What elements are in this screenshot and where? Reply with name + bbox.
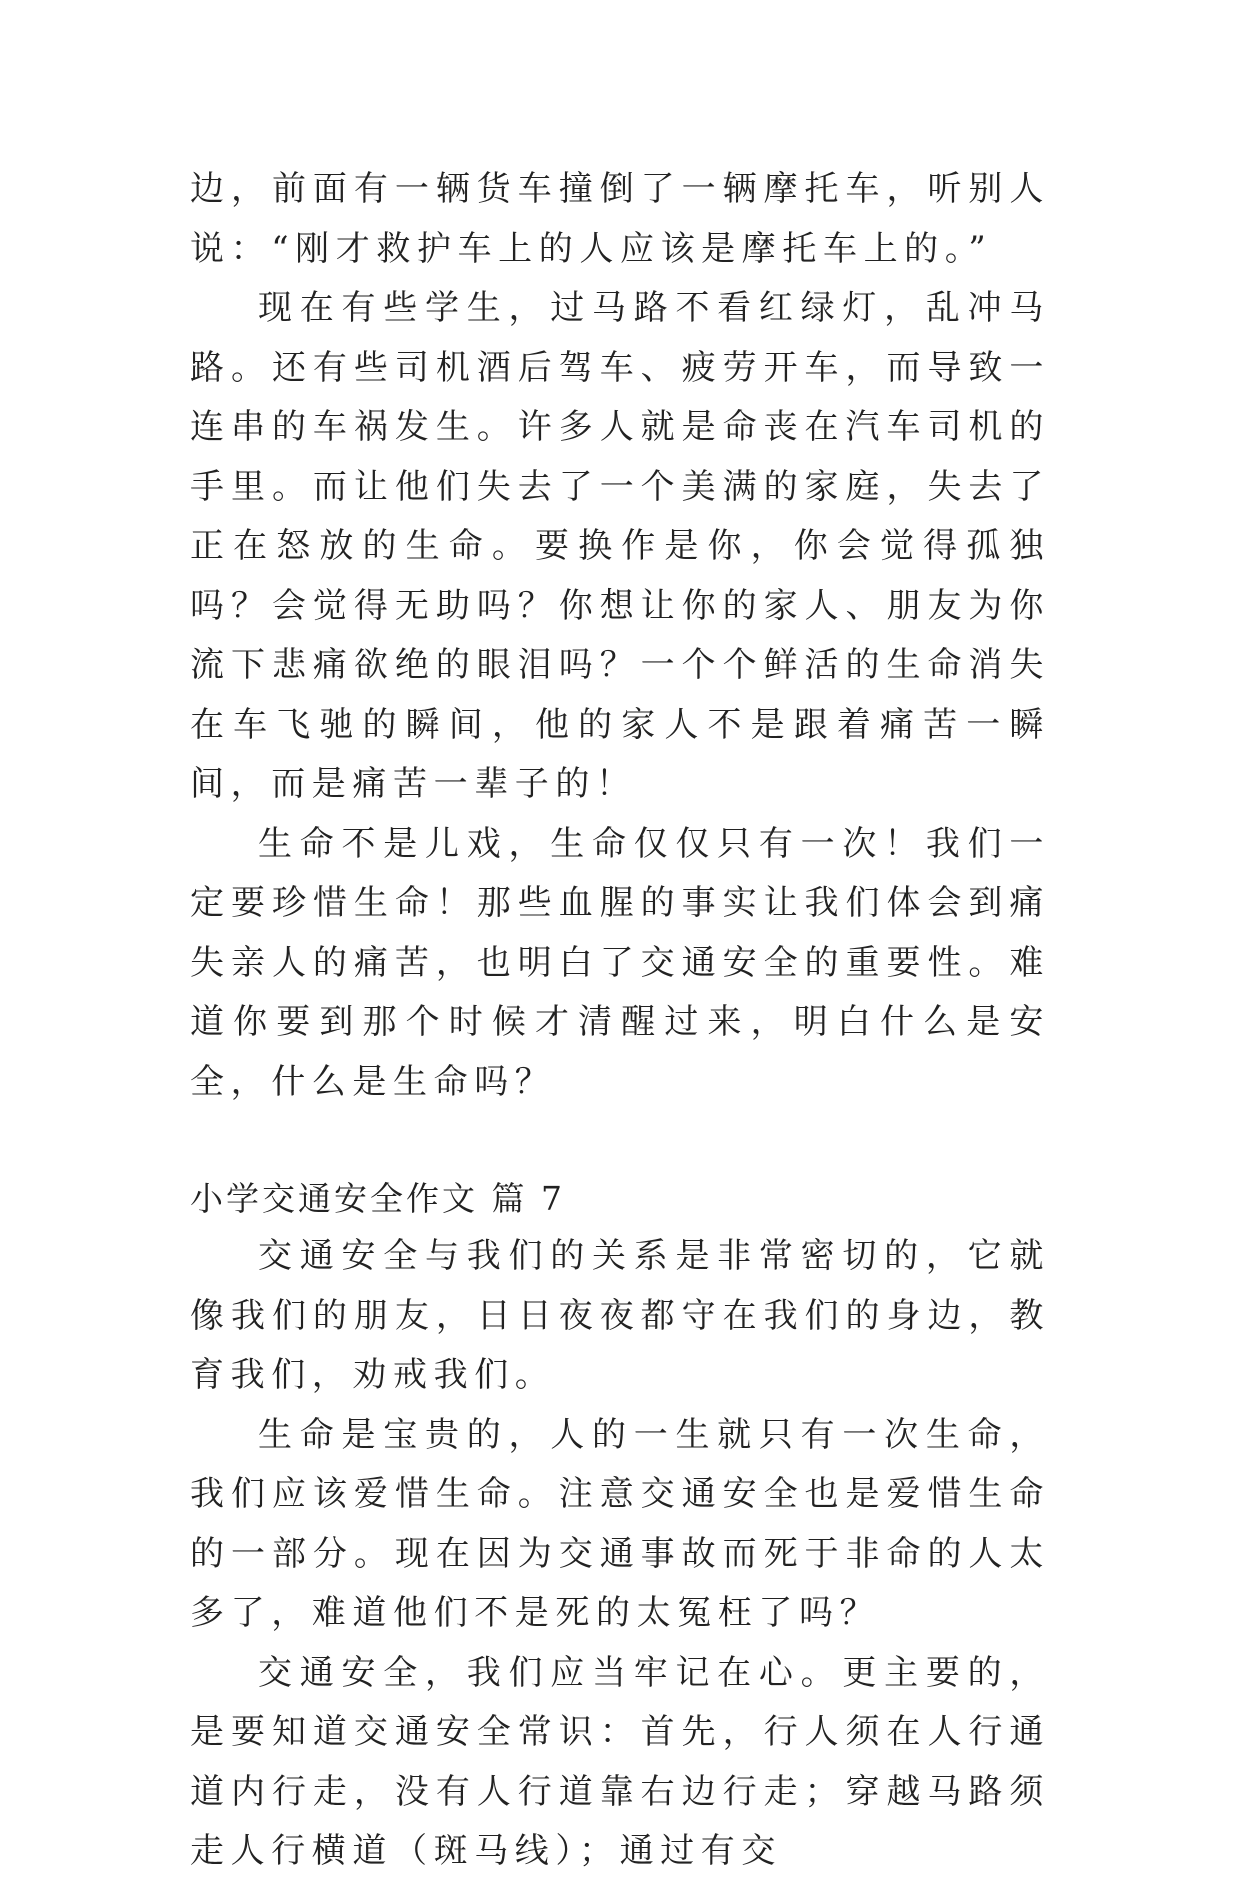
section-gap — [190, 1112, 1050, 1171]
paragraph-life-not-game: 生命不是儿戏，生命仅仅只有一次！我们一定要珍惜生命！那些血腥的事实让我们体会到痛失亲人的痛苦，也明白了交通安全的重要性。难道你要到那个时候才清醒过来，明白什么是安全，什么是生命吗？ — [190, 823, 1050, 1102]
paragraph-continuation: 边，前面有一辆货车撞倒了一辆摩托车，听别人说：“刚才救护车上的人应该是摩托车上的。” — [190, 169, 1050, 269]
paragraph-traffic-friend: 交通安全与我们的关系是非常密切的，它就像我们的朋友，日日夜夜都守在我们的身边，教育我们，劝戒我们。 — [190, 1236, 1050, 1395]
paragraph-life-precious: 生命是宝贵的，人的一生就只有一次生命，我们应该爱惜生命。注意交通安全也是爱惜生命的一部分。现在因为交通事故而死于非命的人太多了，难道他们不是死的太冤枉了吗？ — [190, 1414, 1050, 1633]
section-heading: 小学交通安全作文 篇 7 — [190, 1179, 565, 1218]
paragraph-students-drivers: 现在有些学生，过马路不看红绿灯，乱冲马路。还有些司机酒后驾车、疲劳开车，而导致一连串的车祸发生。许多人就是命丧在汽车司机的手里。而让他们失去了一个美满的家庭，失去了正在怒放的生命。要换作是你，你会觉得孤独吗？会觉得无助吗？你想让你的家人、朋友为你流下悲痛欲绝的眼泪吗？一个个鲜活的生命消失在车飞驰的瞬间，他的家人不是跟着痛苦一瞬间，而是痛苦一辈子的！ — [190, 288, 1050, 804]
paragraph-safety-knowledge: 交通安全，我们应当牢记在心。更主要的，是要知道交通安全常识：首先，行人须在人行通道内行走，没有人行道靠右边行走；穿越马路须走人行横道（斑马线）；通过有交 — [190, 1652, 1050, 1871]
document-page — [190, 160, 1050, 1882]
